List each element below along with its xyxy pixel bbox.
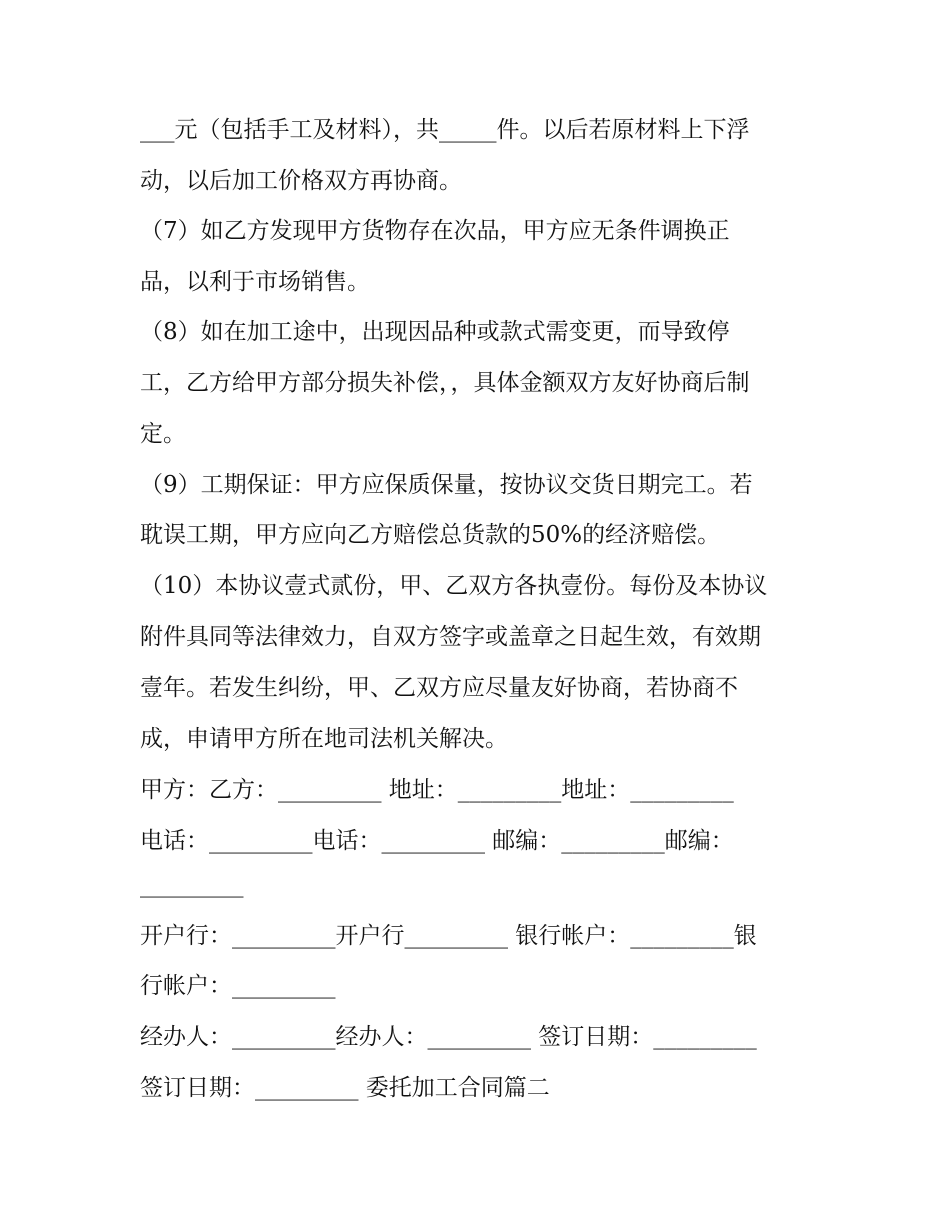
- text-line: 附件具同等法律效力，自双方签字或盖章之日起生效，有效期: [140, 624, 761, 650]
- text-line: （7）如乙方发现甲方货物存在次品，甲方应无条件调换正: [140, 218, 730, 244]
- text-line: 定。: [140, 421, 186, 447]
- signature-fields-line: 开户行：_________开户行_________ 银行帐户：_________银: [140, 923, 757, 949]
- text-line: （10）本协议壹式贰份，甲、乙双方各执壹份。每份及本协议: [140, 573, 768, 599]
- text-line: ___元（包括手工及材料），共_____件。以后若原材料上下浮: [140, 117, 750, 143]
- signature-fields-line: 经办人：_________经办人：_________ 签订日期：_________: [140, 1024, 757, 1050]
- text-line: （8）如在加工途中，出现因品种或款式需变更，而导致停: [140, 319, 730, 345]
- text-line: 动，以后加工价格双方再协商。: [140, 168, 462, 194]
- signature-fields-line: 签订日期：_________ 委托加工合同篇二: [140, 1075, 550, 1101]
- signature-fields-line: 电话：_________电话：_________ 邮编：_________邮编：: [140, 828, 734, 854]
- text-line: （9）工期保证：甲方应保质保量，按协议交货日期完工。若: [140, 472, 753, 498]
- text-line: 品，以利于市场销售。: [140, 269, 370, 295]
- text-line: 壹年。若发生纠纷，甲、乙双方应尽量友好协商，若协商不: [140, 675, 738, 701]
- signature-fields-line: 行帐户：_________: [140, 973, 336, 999]
- signature-fields-line: 甲方：乙方：_________ 地址：_________地址：_________: [140, 777, 734, 803]
- signature-fields-line: _________: [140, 872, 244, 898]
- text-line: 成，申请甲方所在地司法机关解决。: [140, 726, 508, 752]
- text-line: 工，乙方给甲方部分损失补偿，，具体金额双方友好协商后制: [140, 370, 750, 396]
- text-line: 耽误工期，甲方应向乙方赔偿总货款的50%的经济赔偿。: [140, 522, 721, 548]
